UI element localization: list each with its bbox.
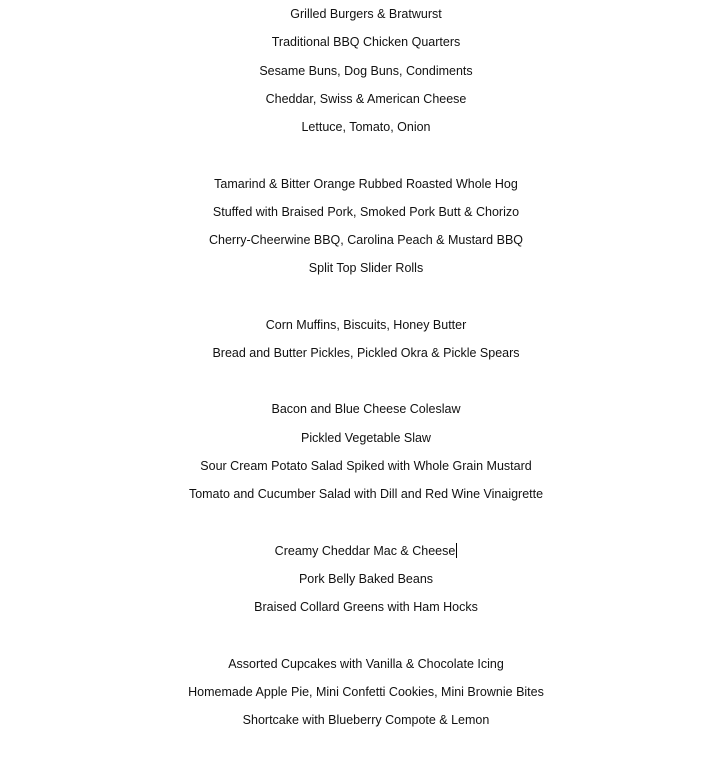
menu-item: Cheddar, Swiss & American Cheese	[265, 92, 467, 106]
menu-item: Pickled Vegetable Slaw	[301, 431, 431, 445]
menu-item: Stuffed with Braised Pork, Smoked Pork Butt & Chorizo	[212, 205, 520, 219]
menu-item	[0, 543, 712, 559]
menu-item: Bacon and Blue Cheese Coleslaw	[271, 402, 461, 416]
menu-item: Shortcake with Blueberry Compote & Lemon	[242, 713, 490, 727]
menu-item: Braised Collard Greens with Ham Hocks	[254, 600, 478, 614]
menu-item: Sour Cream Potato Salad Spiked with Whole Grain Mustard	[200, 459, 532, 473]
menu-item: Sesame Buns, Dog Buns, Condiments	[259, 64, 473, 78]
menu-item: Tomato and Cucumber Salad with Dill and Red Wine Vinaigrette	[188, 487, 544, 501]
menu-item: Traditional BBQ Chicken Quarters	[271, 35, 461, 49]
menu-item: Corn Muffins, Biscuits, Honey Butter	[265, 318, 467, 332]
menu-item: Grilled Burgers & Bratwurst	[290, 7, 442, 21]
menu-item-text: Creamy Cheddar Mac & Cheese	[274, 544, 456, 558]
menu-item: Split Top Slider Rolls	[308, 261, 424, 275]
menu-item: Cherry-Cheerwine BBQ, Carolina Peach & Mustard BBQ	[208, 233, 523, 247]
menu-item: Homemade Apple Pie, Mini Confetti Cookies, Mini Brownie Bites	[188, 685, 544, 699]
text-cursor	[456, 543, 457, 558]
menu-item: Lettuce, Tomato, Onion	[301, 120, 431, 134]
menu-item: Assorted Cupcakes with Vanilla & Chocolate Icing	[228, 657, 504, 671]
menu-item: Bread and Butter Pickles, Pickled Okra & Pickle Spears	[212, 346, 520, 360]
menu-item: Tamarind & Bitter Orange Rubbed Roasted Whole Hog	[214, 177, 518, 191]
menu-item: Pork Belly Baked Beans	[298, 572, 434, 586]
